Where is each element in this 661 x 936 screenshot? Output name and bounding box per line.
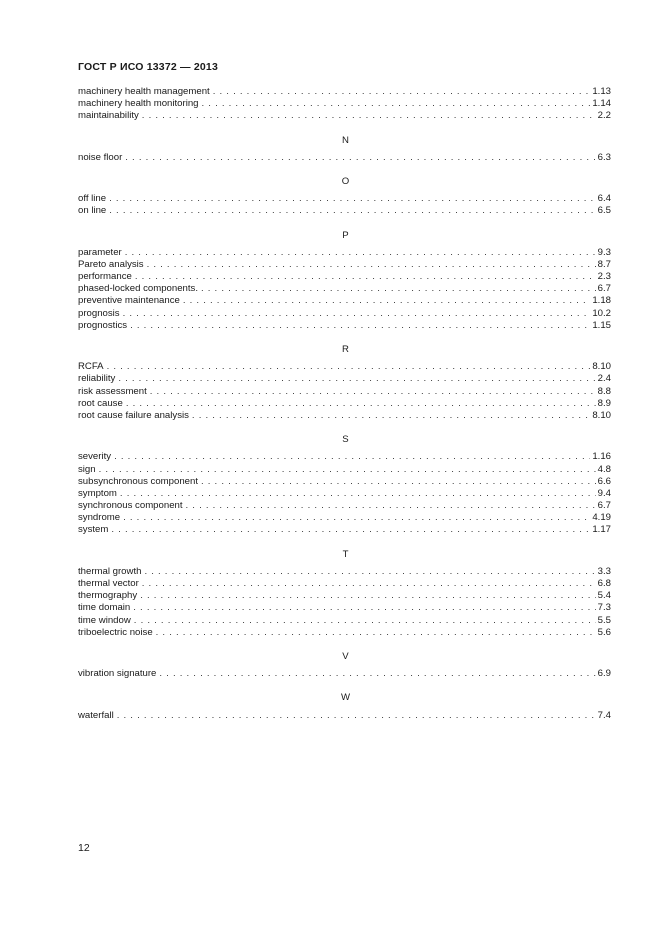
section-letter: N: [342, 134, 349, 146]
dot-leader: [150, 386, 596, 398]
index-reference: 10.2: [592, 307, 611, 319]
index-term: syndrome: [78, 512, 121, 524]
index-term: synchronous component: [78, 500, 183, 512]
index-entry: [78, 283, 611, 295]
document-header: ГОСТ Р ИСО 13372 — 2013: [78, 61, 218, 73]
index-reference: 8.10: [592, 361, 611, 373]
dot-leader: [109, 193, 596, 205]
index-term: thermal growth: [78, 565, 142, 577]
dot-leader: [183, 295, 590, 307]
index-entry: [78, 578, 611, 590]
index-reference: 8.10: [592, 409, 611, 421]
index-term: system: [78, 524, 109, 536]
index-term: preventive maintenance: [78, 295, 180, 307]
dot-leader: [111, 524, 590, 536]
index-entry: [78, 710, 611, 722]
index-term: symptom: [78, 487, 117, 499]
index-entry: [78, 398, 611, 410]
alphabetical-index: [78, 86, 611, 722]
index-entry: [78, 193, 611, 205]
index-reference: 9.4: [597, 487, 611, 499]
index-entry: [78, 512, 611, 524]
dot-leader: [144, 566, 595, 578]
dot-leader: [201, 476, 596, 488]
section-letter: T: [342, 548, 349, 560]
index-term: vibration signature: [78, 668, 157, 680]
index-reference: 5.6: [597, 626, 611, 638]
section-letter: R: [342, 344, 349, 355]
index-term: maintainability: [78, 110, 139, 122]
index-reference: 8.7: [597, 258, 611, 270]
index-term: severity: [78, 451, 112, 463]
index-entry: [78, 566, 611, 578]
index-entry: [78, 295, 611, 307]
index-reference: 1.13: [592, 86, 611, 97]
dot-leader: [123, 512, 590, 524]
index-reference: 6.3: [597, 151, 611, 163]
dot-leader: [192, 410, 590, 422]
dot-leader: [99, 464, 596, 476]
dot-leader: [213, 86, 591, 98]
dot-leader: [120, 488, 596, 500]
index-term: waterfall: [78, 709, 114, 721]
index-entry: [78, 615, 611, 627]
index-term: subsynchronous component: [78, 475, 198, 487]
index-entry: [78, 86, 611, 98]
index-entry: [78, 110, 611, 122]
index-entry: [78, 410, 611, 422]
dot-leader: [133, 602, 595, 614]
index-entry: [78, 386, 611, 398]
index-term: time domain: [78, 602, 131, 614]
index-entry: [78, 259, 611, 271]
index-entry: [78, 308, 611, 320]
index-entry: [78, 476, 611, 488]
index-entry: [78, 361, 611, 373]
index-entry: [78, 590, 611, 602]
index-reference: 6.7: [597, 283, 611, 295]
index-entry: [78, 205, 611, 217]
dot-leader: [147, 259, 596, 271]
index-term: machinery health monitoring: [78, 98, 199, 110]
index-term: on line: [78, 205, 107, 217]
dot-leader: [159, 668, 595, 680]
index-reference: 1.14: [592, 98, 611, 110]
dot-leader: [202, 98, 591, 110]
dot-leader: [134, 615, 596, 627]
index-reference: 1.18: [592, 295, 611, 307]
dot-leader: [125, 152, 595, 164]
index-term: Pareto analysis: [78, 258, 144, 270]
index-reference: 4.19: [592, 512, 611, 524]
index-entry: [78, 464, 611, 476]
index-term: thermography: [78, 590, 138, 602]
index-term: parameter: [78, 246, 122, 258]
index-reference: 5.5: [597, 614, 611, 626]
index-reference: 7.4: [597, 709, 611, 721]
section-letter: O: [341, 175, 350, 187]
dot-leader: [140, 590, 595, 602]
dot-leader: [117, 710, 596, 722]
dot-leader: [107, 361, 591, 373]
section-letter: V: [342, 650, 349, 662]
index-entry: [78, 98, 611, 110]
dot-leader: [186, 500, 596, 512]
dot-leader: [125, 247, 596, 259]
index-reference: 6.6: [597, 475, 611, 487]
section-letter: S: [342, 434, 349, 446]
dot-leader: [126, 398, 596, 410]
index-reference: 8.8: [597, 385, 611, 397]
index-entry: [78, 152, 611, 164]
index-reference: 2.3: [597, 271, 611, 283]
dot-leader: [114, 451, 590, 463]
index-term: risk assessment: [78, 385, 147, 397]
dot-leader: [142, 110, 596, 122]
index-term: sign: [78, 463, 96, 475]
dot-leader: [118, 373, 595, 385]
index-term: noise floor: [78, 151, 123, 163]
index-entry: [78, 524, 611, 536]
index-reference: 6.9: [597, 668, 611, 680]
index-term: phased-locked components.: [78, 283, 198, 295]
index-entry: [78, 247, 611, 259]
index-reference: 6.4: [597, 193, 611, 205]
index-reference: 1.15: [592, 319, 611, 331]
index-entry: [78, 627, 611, 639]
index-term: triboelectric noise: [78, 626, 153, 638]
index-term: prognosis: [78, 307, 120, 319]
dot-leader: [156, 627, 596, 639]
index-entry: [78, 500, 611, 512]
dot-leader: [135, 271, 596, 283]
index-reference: 2.4: [597, 373, 611, 385]
index-term: root cause failure analysis: [78, 409, 189, 421]
index-entry: [78, 271, 611, 283]
index-entry: [78, 488, 611, 500]
index-reference: 3.3: [597, 565, 611, 577]
page-number: 12: [78, 842, 90, 854]
index-term: time window: [78, 614, 131, 626]
index-reference: 8.9: [597, 397, 611, 409]
index-term: root cause: [78, 397, 123, 409]
index-reference: 9.3: [597, 246, 611, 258]
index-term: RCFA: [78, 361, 104, 373]
index-reference: 6.7: [597, 500, 611, 512]
index-term: performance: [78, 271, 132, 283]
index-term: machinery health management: [78, 86, 210, 97]
index-entry: [78, 320, 611, 332]
index-term: thermal vector: [78, 578, 139, 589]
index-entry: [78, 668, 611, 680]
index-reference: 5.4: [597, 590, 611, 602]
index-reference: 6.5: [597, 205, 611, 217]
index-entry: [78, 451, 611, 463]
index-entry: [78, 602, 611, 614]
index-term: prognostics: [78, 319, 128, 331]
index-reference: 1.16: [592, 451, 611, 463]
index-reference: 4.8: [597, 463, 611, 475]
index-entry: [78, 373, 611, 385]
index-reference: 7.3: [597, 602, 611, 614]
index-reference: 2.2: [597, 110, 611, 122]
dot-leader: [130, 320, 590, 332]
dot-leader: [109, 205, 595, 217]
section-letter: P: [342, 229, 349, 241]
dot-leader: [123, 308, 591, 320]
index-term: off line: [78, 193, 107, 205]
index-term: reliability: [78, 373, 116, 385]
section-letter: W: [340, 692, 351, 704]
dot-leader: [201, 283, 596, 295]
index-reference: 1.17: [592, 524, 611, 536]
dot-leader: [142, 578, 596, 590]
index-reference: 6.8: [597, 578, 611, 589]
